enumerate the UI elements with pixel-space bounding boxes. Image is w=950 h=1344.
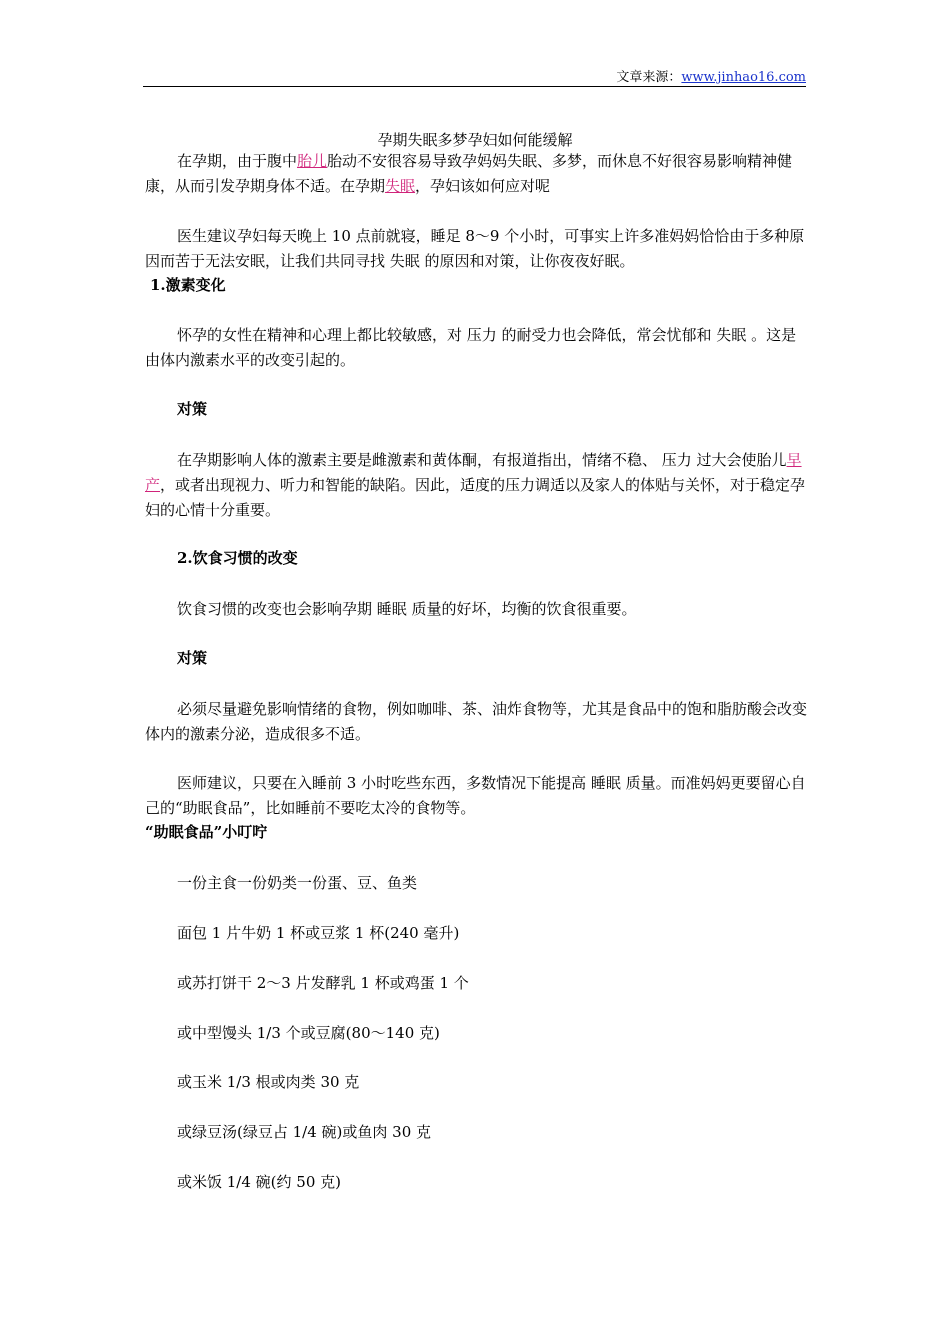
intro-text-2: 胎动不安很容易导致孕妈妈失眠、多梦，而休息不好很容易影响精神健康，从而引发孕期身体不适。在孕期 xyxy=(145,152,793,195)
tip-item: 一份主食一份奶类一份蛋、豆、鱼类 xyxy=(177,874,418,892)
strategy-text-1: 在孕期影响人体的激素主要是雌激素和黄体酮，有报道指出，情绪不稳、 压力 过大会使胎儿 xyxy=(177,451,787,469)
tips-heading: “助眠食品”小叮咛 xyxy=(145,823,268,841)
intro-paragraph xyxy=(145,149,810,199)
section2-advice: 医师建议，只要在入睡前 3 小时吃些东西，多数情况下能提高 睡眠 质量。而准妈妈更要留心自己的“助眠食品”，比如睡前不要吃太冷的食物等。 xyxy=(145,774,806,817)
section1-body: 怀孕的女性在精神和心理上都比较敏感，对 压力 的耐受力也会降低，常会忧郁和 失眠 。这是由体内激素水平的改变引起的。 xyxy=(145,326,797,369)
article-title: 孕期失眠多梦孕妇如何能缓解 xyxy=(377,131,573,149)
link-fetus[interactable]: 胎儿 xyxy=(297,152,328,170)
section1-heading: 1.激素变化 xyxy=(150,276,226,294)
strategy-text-2: ，或者出现视力、听力和智能的缺陷。因此，适度的压力调适以及家人的体贴与关怀，对于稳定孕妇的心情十分重要。 xyxy=(145,476,806,519)
doctor-advice-paragraph: 医生建议孕妇每天晚上 10 点前就寝，睡足 8～9 个小时，可事实上许多准妈妈恰恰由于多种原因而苦于无法安眠，让我们共同寻找 失眠 的原因和对策，让你夜夜好眠。 xyxy=(145,227,805,270)
section2-body: 饮食习惯的改变也会影响孕期 睡眠 质量的好坏，均衡的饮食很重要。 xyxy=(177,600,637,618)
source-label: 文章来源： xyxy=(616,70,682,85)
tip-item: 或苏打饼干 2～3 片发酵乳 1 杯或鸡蛋 1 个 xyxy=(177,974,469,992)
source-line xyxy=(616,66,806,85)
section1-strategy xyxy=(145,448,810,523)
section2-strategy-label: 对策 xyxy=(177,649,208,667)
section1-strategy-label: 对策 xyxy=(177,400,208,418)
intro-text-1: 在孕期，由于腹中 xyxy=(177,152,298,170)
section2-strategy: 必须尽量避免影响情绪的食物，例如咖啡、茶、油炸食物等，尤其是食品中的饱和脂肪酸会改变体内的激素分泌，造成很多不适。 xyxy=(145,700,808,743)
tip-item: 或玉米 1/3 根或肉类 30 克 xyxy=(177,1073,360,1091)
link-insomnia[interactable]: 失眠 xyxy=(385,177,416,195)
tip-item: 或中型馒头 1/3 个或豆腐(80～140 克) xyxy=(177,1024,440,1042)
section2-heading: 2.饮食习惯的改变 xyxy=(177,549,298,567)
source-link[interactable]: www.jinhao16.com xyxy=(681,70,806,85)
tip-item: 或米饭 1/4 碗(约 50 克) xyxy=(177,1173,342,1191)
tip-item: 面包 1 片牛奶 1 杯或豆浆 1 杯(240 毫升) xyxy=(177,924,460,942)
intro-text-3: ，孕妇该如何应对呢 xyxy=(415,177,551,195)
page-header xyxy=(143,64,806,87)
tip-item: 或绿豆汤(绿豆占 1/4 碗)或鱼肉 30 克 xyxy=(177,1123,432,1141)
link-premature[interactable]: 早产 xyxy=(145,451,802,494)
